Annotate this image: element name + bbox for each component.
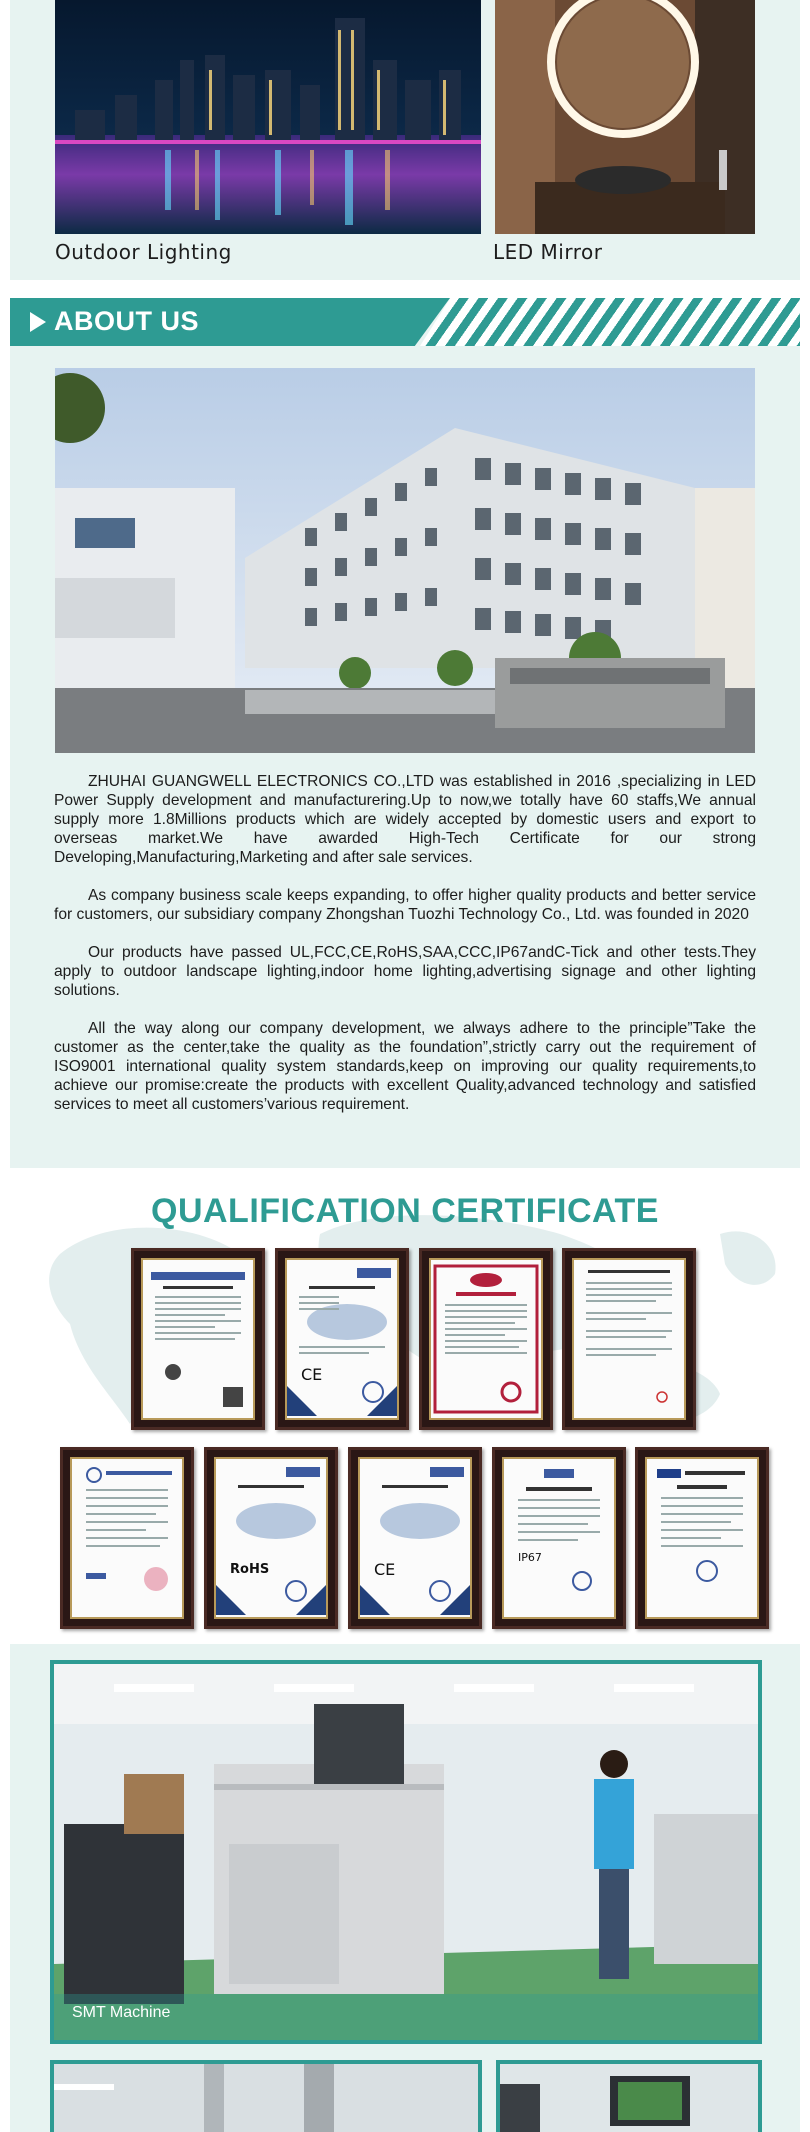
certificate-of-compliance-icon <box>574 1260 684 1418</box>
workshop-photo-left <box>54 2064 478 2132</box>
certificate-frame[interactable] <box>348 1447 482 1629</box>
factory-photo <box>55 368 755 753</box>
workshop-image-left[interactable] <box>50 2060 482 2132</box>
heading-bar-stripes <box>420 298 800 346</box>
certificate-frame[interactable] <box>419 1248 553 1430</box>
svg-text:RoHS: RoHS <box>230 1562 270 1577</box>
svg-text:CE: CE <box>301 1365 323 1384</box>
ccc-certificate-icon <box>72 1459 182 1617</box>
saa-certificate-icon <box>431 1260 541 1418</box>
svg-text:IP67: IP67 <box>518 1551 542 1564</box>
rohs-certificate-icon <box>216 1459 326 1617</box>
factory-building-image <box>55 368 755 753</box>
round-mirror-photo <box>495 0 755 234</box>
ce-certificate-icon <box>360 1459 470 1617</box>
certificate-frame[interactable] <box>204 1447 338 1629</box>
certificate-frame[interactable] <box>562 1248 696 1430</box>
svg-text:CE: CE <box>374 1560 396 1579</box>
certificates-section <box>0 1168 810 1644</box>
gts-verification-icon <box>647 1459 757 1617</box>
about-paragraph-3: Our products have passed UL,FCC,CE,RoHS,SAA,CCC,IP67andC-Tick and other tests.They apply to outdoor landscape lighting,indoor home lighting,advertising signage and other lighting solutions. <box>54 944 756 999</box>
city-night-photo <box>55 0 481 234</box>
certificate-frame[interactable] <box>492 1447 626 1629</box>
outdoor-lighting-caption[interactable]: Outdoor Lighting <box>55 240 232 264</box>
about-section <box>10 298 800 1168</box>
outdoor-lighting-image[interactable] <box>55 0 481 234</box>
workshop-photo-right <box>500 2064 758 2132</box>
smt-section <box>10 1644 800 2132</box>
certificate-frame[interactable] <box>60 1447 194 1629</box>
certificates-title: QUALIFICATION CERTIFICATE <box>151 1192 659 1230</box>
smt-machine-caption: SMT Machine <box>72 2004 171 2021</box>
certificate-of-conformity-icon <box>143 1260 253 1418</box>
about-title: ABOUT US <box>54 306 199 336</box>
about-heading-bar <box>10 298 800 346</box>
workshop-image-right[interactable] <box>496 2060 762 2132</box>
about-paragraph-4: All the way along our company development, we always adhere to the principle”Take the customer as the center,take the quality as the foundation”,strictly carry out the requirement of ISO9001 international quality system standards,keep on improving our quality requirements,to achieve our promise:create the products with excellent Quality,advanced technology and satisfied services to meet all customers’various requirement. <box>54 1020 756 1113</box>
ce-certificate-icon <box>287 1260 397 1418</box>
about-paragraph-2: As company business scale keeps expanding, to offer higher quality products and better service for customers, our subsidiary company Zhongshan Tuozhi Technology Co., Ltd. was founded in 2020 <box>54 887 756 923</box>
certificate-frame[interactable] <box>131 1248 265 1430</box>
products-section <box>10 0 800 280</box>
led-mirror-image[interactable] <box>495 0 755 234</box>
play-triangle-icon <box>30 312 46 332</box>
about-text <box>54 772 756 1133</box>
led-mirror-caption[interactable]: LED Mirror <box>493 240 603 264</box>
smt-workshop-photo <box>54 1664 758 2040</box>
certificate-frame[interactable] <box>275 1248 409 1430</box>
about-paragraph-1: ZHUHAI GUANGWELL ELECTRONICS CO.,LTD was established in 2016 ,specializing in LED Power Supply development and manufacturering.Up to now,we totally have 60 staffs,We annual supply more 1.8Millions products which are widely accepted by domestic users and export to overseas market.We have awarded High-Tech Certificate for our strong Developing,Manufacturing,Marketing and after sale services. <box>54 773 756 866</box>
smt-machine-image[interactable] <box>50 1660 762 2044</box>
ip67-verification-icon <box>504 1459 614 1617</box>
certificate-frame[interactable] <box>635 1447 769 1629</box>
